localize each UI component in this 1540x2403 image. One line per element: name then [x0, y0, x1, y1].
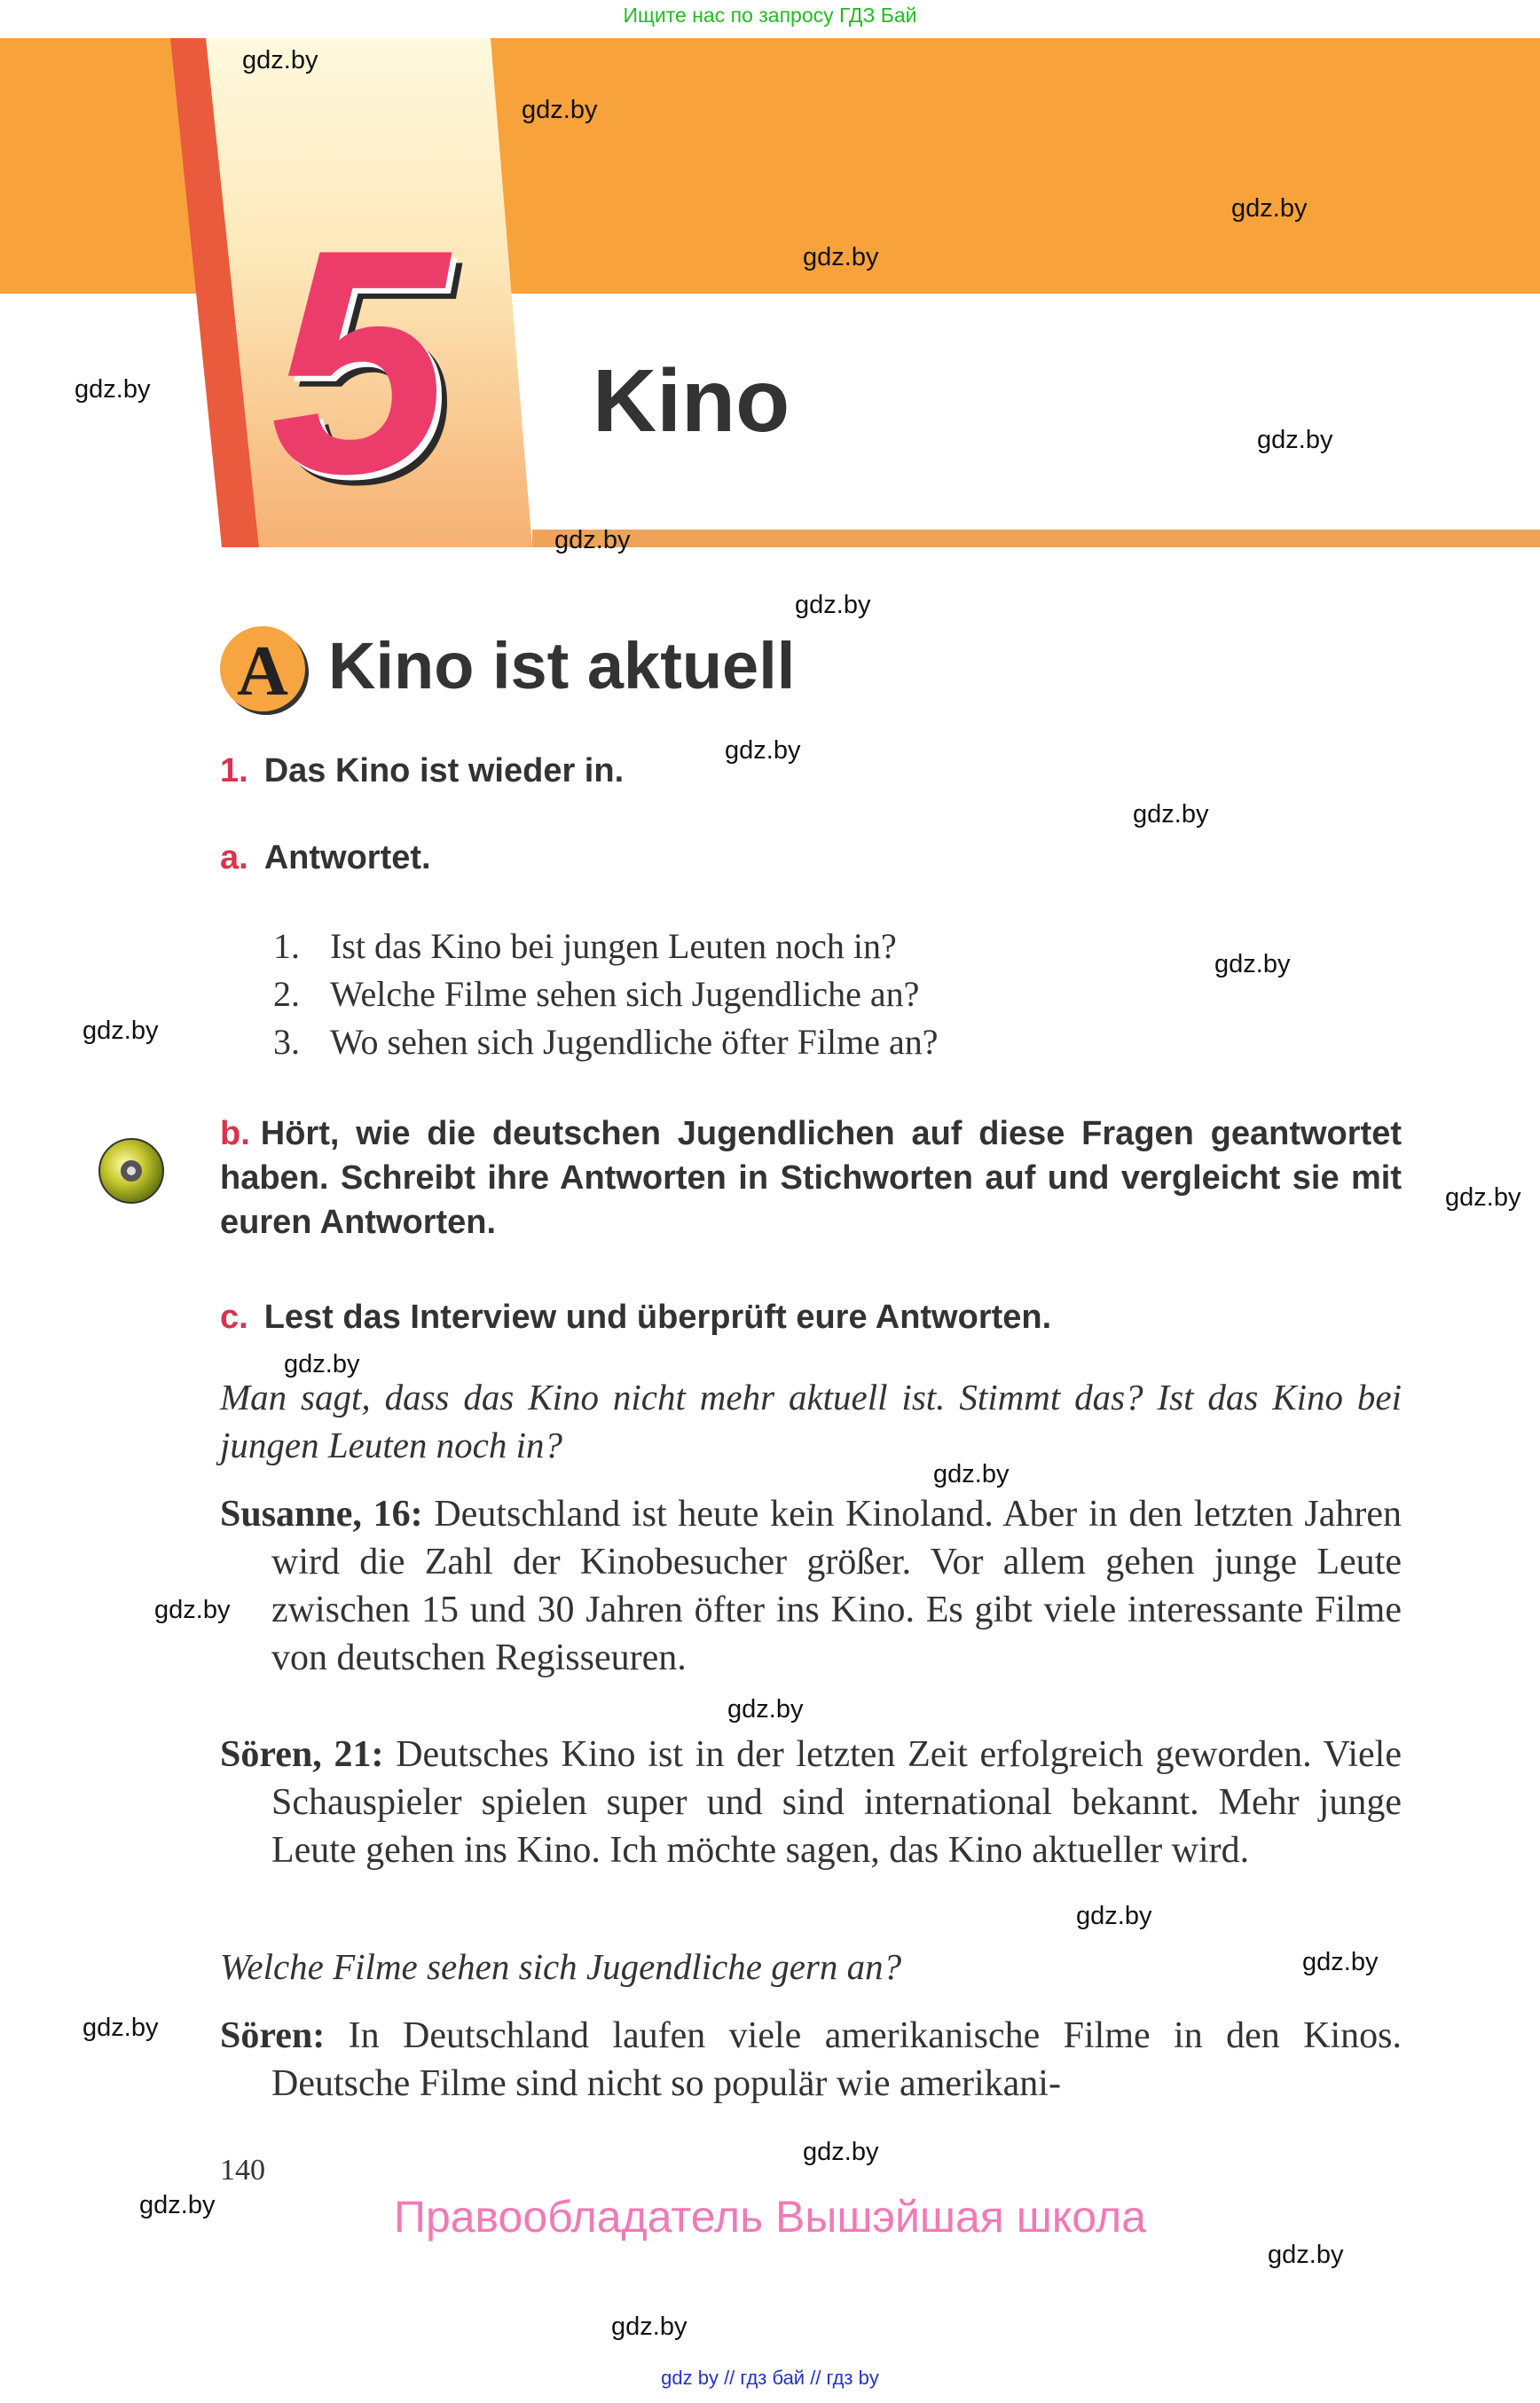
task-b-marker: b.	[220, 1115, 250, 1152]
watermark: gdz.by	[1133, 800, 1209, 828]
watermark: gdz.by	[284, 1350, 360, 1378]
answer-text: In Deutschland laufen viele amerikanische Filme in den Kinos. Deutsche Filme sind nicht so populär wie amerikani-	[271, 2015, 1402, 2104]
interview-answer-soeren-2	[220, 2012, 1402, 2108]
watermark: gdz.by	[803, 2138, 879, 2166]
watermark: gdz.by	[242, 46, 318, 75]
watermark: gdz.by	[1302, 1948, 1379, 1976]
watermark: gdz.by	[1214, 950, 1291, 978]
question-list	[273, 923, 938, 1066]
task-1-marker: 1.	[220, 752, 248, 789]
speaker-label: Sören, 21:	[220, 1734, 384, 1775]
task-a-text: Antwortet.	[263, 839, 431, 876]
chapter-number: 5	[271, 184, 449, 540]
task-a-marker: a.	[220, 839, 248, 876]
interview-question-1: Man sagt, dass das Kino nicht mehr aktuell ist. Stimmt das? Ist das Kino bei jungen Leuten noch in?	[220, 1377, 1402, 1465]
watermark: gdz.by	[82, 2014, 159, 2042]
interview-answer-susanne	[220, 1490, 1402, 1682]
watermark: gdz.by	[933, 1460, 1010, 1488]
watermark: gdz.by	[75, 375, 151, 404]
task-c-marker: c.	[220, 1299, 248, 1336]
section-badge-letter: A	[237, 632, 288, 711]
interview-question-2: Welche Filme sehen sich Jugendliche gern an?	[220, 1946, 902, 1987]
watermark: gdz.by	[803, 243, 879, 271]
list-item-text: Wo sehen sich Jugendliche öfter Filme an?	[330, 1022, 939, 1062]
task-1	[220, 752, 624, 790]
watermark: gdz.by	[795, 591, 871, 619]
speaker-label: Sören:	[220, 2015, 326, 2056]
task-b	[220, 1111, 1402, 1245]
task-c-text: Lest das Interview und überprüft eure Antworten.	[263, 1299, 1052, 1336]
rights-holder: Правообладатель Вышэйшая школа	[394, 2192, 1146, 2242]
top-note: Ищите нас по запросу ГДЗ Бай	[623, 4, 917, 27]
watermark: gdz.by	[82, 1017, 159, 1045]
task-b-text: Hört, wie die deutschen Jugendlichen auf diese Fragen geantwortet haben. Schreibt ihre Antworten in Stichworten auf und vergleicht sie mit euren Antworten.	[220, 1115, 1402, 1241]
answer-text: Deutsches Kino ist in der letzten Zeit erfolgreich geworden. Viele Schauspieler spielen super und sind international bekannt. Mehr junge Leute gehen ins Kino. Ich möchte sagen, das Kino aktueller wird.	[271, 1734, 1402, 1871]
watermark: gdz.by	[154, 1596, 231, 1624]
cd-icon[interactable]	[98, 1137, 165, 1205]
task-a	[220, 839, 431, 877]
watermark: gdz.by	[522, 96, 598, 124]
footer-links[interactable]: gdz by // гдз бай // гдз by	[661, 2367, 879, 2389]
task-1-text: Das Kino ist wieder in.	[263, 752, 625, 789]
watermark: gdz.by	[1268, 2241, 1344, 2269]
watermark: gdz.by	[1257, 426, 1333, 454]
list-item-text: Ist das Kino bei jungen Leuten noch in?	[330, 926, 897, 966]
list-item-number: 3.	[273, 1022, 300, 1062]
watermark: gdz.by	[1445, 1183, 1521, 1212]
watermark: gdz.by	[611, 2313, 688, 2341]
list-item-text: Welche Filme sehen sich Jugendliche an?	[330, 974, 920, 1014]
task-c	[220, 1299, 1051, 1337]
list-item	[273, 1018, 938, 1066]
interview-answer-soeren	[220, 1731, 1402, 1874]
watermark: gdz.by	[727, 1695, 804, 1724]
answer-text: Deutschland ist heute kein Kinoland. Aber in den letzten Jahren wird die Zahl der Kinobesucher größer. Vor allem gehen junge Leute zwischen 15 und 30 Jahren öfter ins Kino. Es gibt viele interessante Filme von deutschen Regisseuren.	[271, 1494, 1402, 1678]
speaker-label: Susanne, 16:	[220, 1494, 423, 1535]
list-item-number: 2.	[273, 974, 300, 1014]
watermark: gdz.by	[554, 526, 631, 554]
watermark: gdz.by	[1076, 1902, 1152, 1930]
section-badge	[220, 626, 305, 711]
page-number: 140	[220, 2154, 265, 2187]
watermark: gdz.by	[725, 736, 801, 765]
section-title: Kino ist aktuell	[328, 629, 796, 703]
watermark: gdz.by	[1231, 194, 1308, 223]
header-diagonal-strip	[0, 0, 1540, 568]
watermark: gdz.by	[139, 2191, 216, 2219]
list-item	[273, 970, 938, 1018]
list-item	[273, 923, 938, 970]
list-item-number: 1.	[273, 926, 300, 966]
chapter-title: Kino	[593, 351, 790, 451]
